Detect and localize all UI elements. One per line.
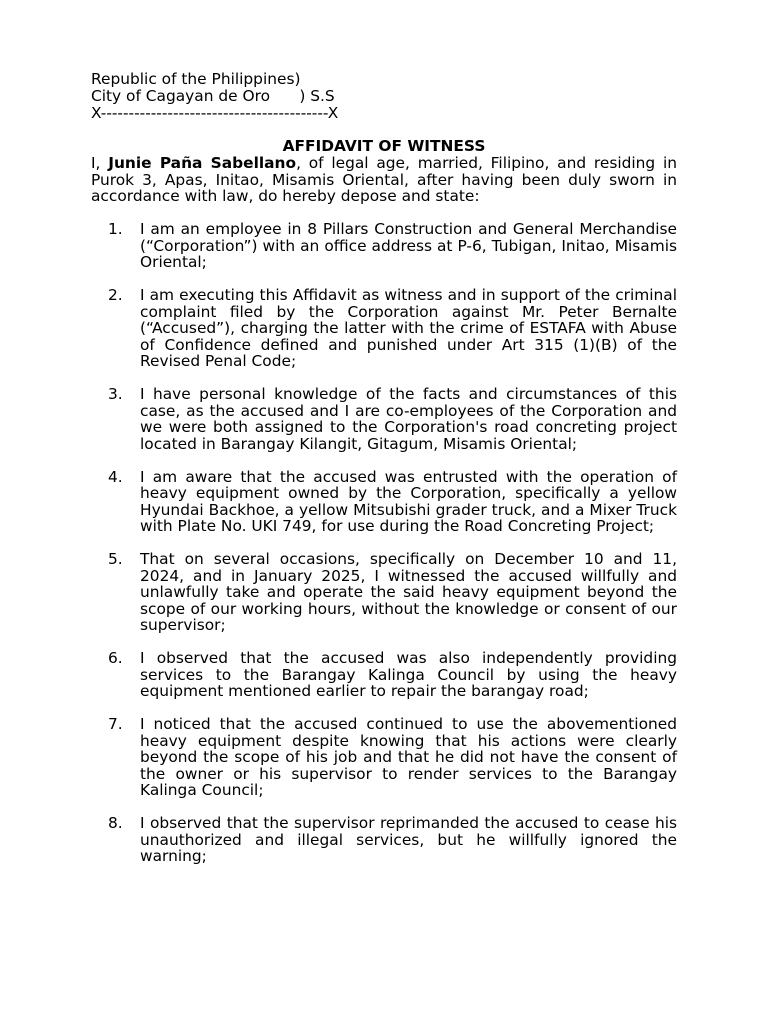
statement-item	[91, 386, 677, 452]
statement-number: 8.	[108, 814, 123, 832]
statement-number: 4.	[108, 467, 123, 486]
statement-number: 2.	[108, 286, 123, 304]
statement-text: I am executing this Affidavit as witness and in support of the criminal complaint filed by the Corporation against Mr. Peter Bernalte (“Accused”), charging the latter with the crime of ESTAFA with Abuse of Confidence defined and punished under Art 315 (1)(B) of the Revised Penal Code;	[140, 286, 677, 370]
affiant-name: Junie Paña Sabellano	[108, 154, 297, 172]
numbered-statements	[91, 221, 677, 881]
statement-number: 6.	[108, 649, 123, 667]
statement-number: 1.	[108, 220, 123, 238]
statement-text: That on several occasions, specifically on December 10 and 11, 2024, and in January 2025, I witnessed the accused willfully and unlawfully take and operate the said heavy equipment beyond the scope of our working hours, without the knowledge or consent of our supervisor;	[140, 550, 677, 634]
statement-text: I observed that the accused was also independently providing services to the Barangay Kalinga Council by using the heavy equipment mentioned earlier to repair the barangay road;	[140, 649, 677, 700]
statement-text: I am aware that the accused was entrusted with the operation of heavy equipment owned by the Corporation, specifically a yellow Hyundai Backhoe, a yellow Mitsubishi grader truck, and a Mixer Truck with Plate No. UKI 749, for use during the Road Concreting Project;	[140, 467, 677, 535]
statement-number: 7.	[108, 715, 123, 733]
statement-number: 5.	[108, 550, 123, 568]
statement-text: I observed that the supervisor reprimanded the accused to cease his unauthorized and illegal services, but he willfully ignored the warning;	[140, 814, 677, 865]
statement-text: I have personal knowledge of the facts and circumstances of this case, as the accused and I are co-employees of the Corporation and we were both assigned to the Corporation's road concreting project located in Barangay Kilangit, Gitagum, Misamis Oriental;	[140, 385, 677, 453]
statement-item	[91, 287, 677, 370]
statement-item	[91, 716, 677, 799]
statement-text: I am an employee in 8 Pillars Construction and General Merchandise (“Corporation”) with an office address at P-6, Tubigan, Initao, Misamis Oriental;	[140, 220, 677, 271]
statement-item	[91, 551, 677, 634]
intro-prefix: I,	[91, 154, 109, 172]
intro-text: , of legal age, married, Filipino, and residing in Purok 3, Apas, Initao, Misamis Oriental, after having been duly sworn in accordance with law, do hereby depose and state:	[91, 154, 678, 205]
intro-paragraph	[91, 155, 677, 205]
document-title: AFFIDAVIT OF WITNESS	[282, 137, 486, 155]
statement-item	[91, 221, 677, 271]
statement-item	[91, 815, 677, 865]
statement-item	[91, 650, 677, 700]
caption-city: City of Cagayan de Oro ) S.S	[91, 87, 335, 105]
statement-item	[91, 469, 677, 535]
statement-text: I noticed that the accused continued to use the abovementioned heavy equipment despite knowing that his actions were clearly beyond the scope of his job and that he did not have the consent of the owner or his supervisor to render services to the Barangay Kalinga Council;	[140, 715, 677, 799]
venue-caption	[91, 71, 338, 122]
caption-republic: Republic of the Philippines)	[91, 70, 301, 88]
statement-number: 3.	[108, 385, 123, 403]
caption-divider: X-----------------------------------------X	[91, 104, 339, 122]
